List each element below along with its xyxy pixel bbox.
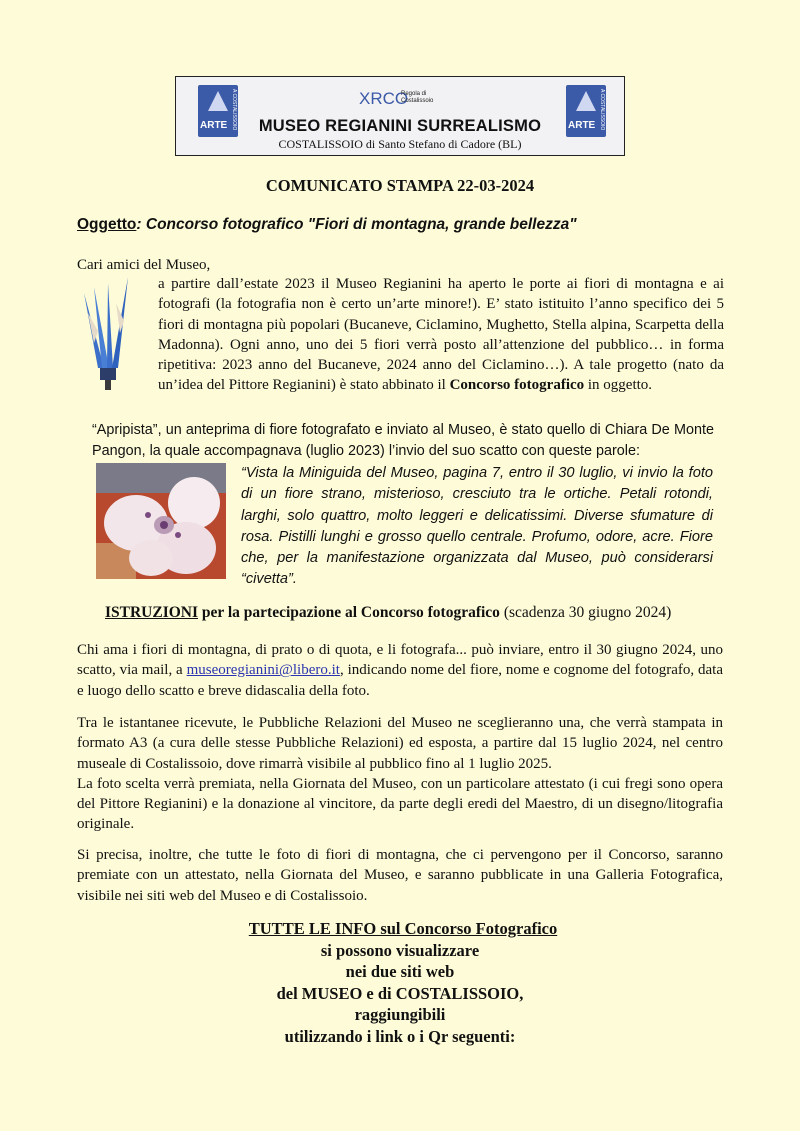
arte-badge-right xyxy=(566,85,606,137)
body1-post: , indicando nome del fiore, nome e cognome del fotografo, data e luogo dello scatto e breve didascalia della foto. xyxy=(77,662,723,699)
header-banner xyxy=(175,76,625,156)
body1-pre: Chi ama i fiori di montagna, di prato o di quota, e li fotografa... può inviare, entro il 30 giugno 2024, uno scatto, via mail, a xyxy=(77,642,723,679)
final-line: utilizzando i link o i Qr seguenti: xyxy=(284,1026,516,1046)
body2-text: Tra le istantanee ricevute, le Pubbliche Relazioni del Museo ne sceglieranno una, che verrà stampata in formato A3 (a cura delle stesse Pubbliche Relazioni) ed esposta, a partire dal 15 luglio 2024, nel centro museale di Costalissoio, dove rimarrà visibile al pubblico fino al 1 luglio 2025. xyxy=(77,715,723,772)
quote-intro: “Apripista”, un anteprima di fiore fotografato e inviato al Museo, è stato quello di Chiara De Monte Pangon, la quale accompagnava (luglio 2023) l’invio del suo scatto con queste parole: xyxy=(92,422,714,459)
triangle-icon xyxy=(576,91,596,111)
final-line: raggiungibili xyxy=(354,1005,446,1024)
intro-bold: Concorso fotografico xyxy=(449,377,585,394)
body2b-text: La foto scelta verrà premiata, nella Giornata del Museo, con un particolare attestato (i cui fregi sono opera del Pittore Regianini) e la donazione al vincitore, da parte degli eredi del Maestro, di un disegno/litografia originale. xyxy=(77,775,723,833)
intro-text: a partire dall’estate 2023 il Museo Regianini ha aperto le porte ai fiori di montagna e ai fotografi (la fotografia non è certo un’arte minore!). E’ stato istituito l’anno specifico dei 5 fiori di montagna più popolari (Bucaneve, Ciclamino, Mughetto, Stella alpina, Scarpetta della Madonna). Ogni anno, uno dei 5 fiori verrà posto all’attenzione del pubblico… in forma ripetitiva: 2023 anno del Bucaneve, 2024 anno del Ciclamino…). A tale progetto (nato da un’idea del Pittore Regianini) è stato abbinato il xyxy=(158,276,724,394)
badge-vertical-text: A COSTALISSOIO xyxy=(599,89,605,131)
badge-label: ARTE xyxy=(568,120,596,131)
email-link[interactable]: museoregianini@libero.it xyxy=(186,662,340,679)
body-paragraph-1 xyxy=(77,640,723,701)
final-line: nei due siti web xyxy=(345,962,455,981)
badge-label: ARTE xyxy=(200,120,228,131)
final-line: del MUSEO e di COSTALISSOIO, xyxy=(276,983,524,1003)
body-paragraph-2 xyxy=(77,713,723,835)
final-line: si possono visualizzare xyxy=(320,940,480,960)
regola-logo xyxy=(359,89,434,109)
badge-vertical-text: A COSTALISSOIO xyxy=(231,89,237,131)
museum-place: COSTALISSOIO di Santo Stefano di Cadore (BL) xyxy=(278,137,522,151)
flower-photo xyxy=(96,463,226,579)
body-paragraph-3: Si precisa, inoltre, che tutte le foto di fiori di montagna, che ci pervengono per il Concorso, saranno premiate con un attestato, nella Giornata del Museo, e saranno pubblicate in una Galleria Fotografica, visibile nei siti web del Museo e di Costalissoio. xyxy=(77,847,723,904)
intro-paragraph xyxy=(158,274,724,396)
logo-small-text: Regola di Costalissoio xyxy=(401,91,434,104)
subject-text: Concorso fotografico "Fiori di montagna, grande bellezza" xyxy=(145,216,577,233)
greeting: Cari amici del Museo, xyxy=(77,257,211,273)
museum-name: MUSEO REGIANINI SURREALISMO xyxy=(258,117,542,135)
final-line: TUTTE LE INFO sul Concorso Fotografico xyxy=(248,919,558,938)
subject-line xyxy=(77,216,577,234)
blue-flower-icon xyxy=(80,273,134,393)
logo-text: XRCO xyxy=(359,89,409,108)
instructions-bold: per la partecipazione al Concorso fotografico xyxy=(201,604,500,621)
intro-end: in oggetto. xyxy=(587,377,653,394)
instructions-deadline: (scadenza 30 giugno 2024) xyxy=(503,604,672,621)
page-title: COMUNICATO STAMPA 22-03-2024 xyxy=(265,176,535,195)
subject-colon: : xyxy=(136,216,142,233)
quote-text: “Vista la Miniguida del Museo, pagina 7, entro il 30 luglio, vi invio la foto di un fiore strano, misterioso, cresciuto tra le ortiche. Petali rotondi, larghi, solo quattro, molto leggeri e delicatissimi. Diverse sfumature di rosa. Pistilli lunghi e grosso quello centrale. Profumo, odore, acre. Fiore che, per la manifestazione organizzata dal Museo, può considerarsi “civetta”. xyxy=(241,465,713,588)
instructions-heading xyxy=(105,604,671,622)
subject-label: Oggetto xyxy=(77,216,137,233)
instructions-underlined: ISTRUZIONI xyxy=(105,604,199,621)
triangle-icon xyxy=(208,91,228,111)
final-info-block xyxy=(0,918,800,1047)
